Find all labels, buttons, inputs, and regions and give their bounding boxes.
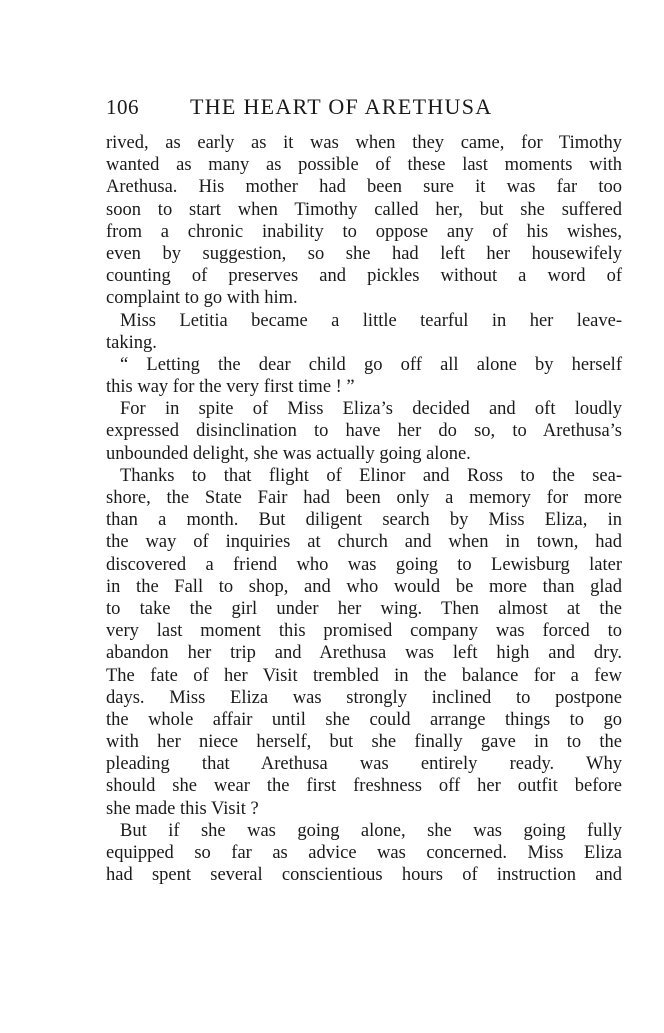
text-line: rived, as early as it was when they came, for Timothy <box>106 133 622 153</box>
text-line: days. Miss Eliza was strongly inclined to postpone <box>106 687 622 708</box>
text-line: to take the girl under her wing. Then almost at the <box>106 598 622 619</box>
text-line: had spent several conscientious hours of instruction and <box>106 865 622 886</box>
text-line: discovered a friend who was going to Lewisburg later <box>106 554 622 575</box>
text-line: Miss Letitia became a little tearful in her leave- <box>120 310 622 331</box>
text-line: in the Fall to shop, and who would be more than glad <box>106 576 622 597</box>
text-line: than a month. But diligent search by Miss Eliza, in <box>106 510 622 531</box>
text-line: the whole affair until she could arrange things to go <box>106 709 622 730</box>
text-line: this way for the very first time ! ” <box>106 377 355 398</box>
text-line: shore, the State Fair had been only a memory for more <box>106 488 622 508</box>
text-line: Arethusa. His mother had been sure it was far too <box>106 177 622 198</box>
text-line: expressed disinclination to have her do so, to Arethusa’s <box>106 421 622 442</box>
running-title: THE HEART OF ARETHUSA <box>190 94 493 119</box>
text-line: “ Letting the dear child go off all alone by herself <box>120 354 622 375</box>
text-line: very last moment this promised company was forced to <box>106 621 622 642</box>
text-line: even by suggestion, so she had left her housewifely <box>106 243 622 264</box>
text-line: she made this Visit ? <box>106 798 259 819</box>
text-line: soon to start when Timothy called her, but she suffered <box>106 199 622 220</box>
body-text <box>106 132 622 886</box>
text-line: taking. <box>106 332 157 353</box>
text-line: equipped so far as advice was concerned. Miss Eliza <box>106 843 622 863</box>
running-head <box>106 94 576 124</box>
text-line: The fate of her Visit trembled in the balance for a few <box>106 665 622 686</box>
page-number: 106 <box>106 95 139 119</box>
text-line: pleading that Arethusa was entirely ready. Why <box>106 754 622 775</box>
text-line: from a chronic inability to oppose any of his wishes, <box>106 221 622 242</box>
text-line: abandon her trip and Arethusa was left high and dry. <box>106 643 622 664</box>
text-line: Thanks to that flight of Elinor and Ross to the sea- <box>120 465 622 486</box>
text-line: the way of inquiries at church and when in town, had <box>106 532 622 553</box>
text-line: with her niece herself, but she finally gave in to the <box>106 732 622 753</box>
text-line: unbounded delight, she was actually going alone. <box>106 443 471 464</box>
text-line: For in spite of Miss Eliza’s decided and oft loudly <box>120 399 622 420</box>
text-line: But if she was going alone, she was going fully <box>120 820 622 841</box>
text-line: wanted as many as possible of these last moments with <box>106 155 622 176</box>
text-line: complaint to go with him. <box>106 288 298 309</box>
text-line: counting of preserves and pickles without a word of <box>106 266 622 287</box>
text-line: should she wear the first freshness off her outfit before <box>106 776 622 797</box>
